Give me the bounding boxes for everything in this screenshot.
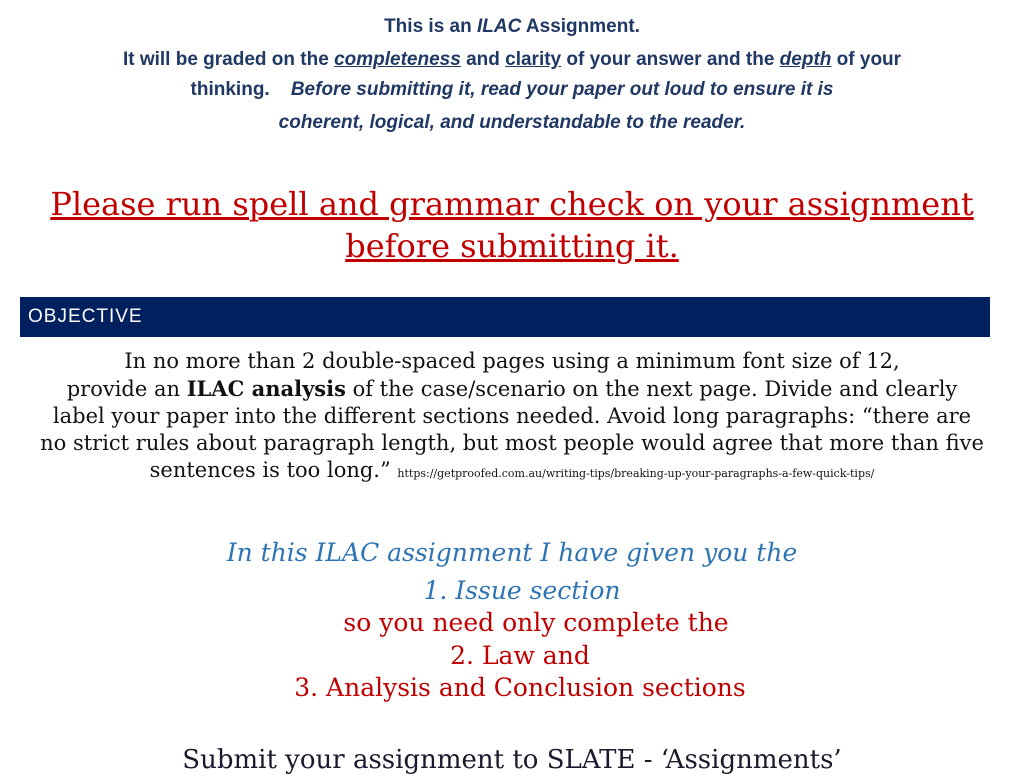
submit-text: Submit your assignment to SLATE - ‘Assignments’ [182,745,842,775]
ilac-item-2 [8,641,1024,670]
intro-line-1 [40,12,984,42]
objective-text: provide an [66,377,187,401]
intro-italic-text: coherent, logical, and understandable to the reader. [278,112,746,133]
depth-emphasis: depth [779,49,832,70]
objective-text: of the case/scenario on the next page. Divide and clearly [345,377,958,401]
ilac-given-line [0,538,1024,567]
submit-instruction [0,745,1024,775]
analysis-conclusion-item: 3. Analysis and Conclusion sections [294,673,746,702]
objective-line: no strict rules about paragraph length, but most people would agree that more than five [40,431,984,455]
ilac-italic: ILAC [477,16,522,37]
issue-section-item: 1. Issue section [423,576,621,605]
intro-text: of your answer and the [561,49,780,70]
intro-text: Assignment. [521,16,640,37]
objective-line [18,457,1006,487]
complete-text: so you need only complete the [343,608,729,637]
warning-line-2: before submitting it. [345,227,679,265]
intro-text: thinking. [190,79,270,100]
ilac-item-3 [8,673,1024,702]
objective-line: In no more than 2 double-spaced pages using a minimum font size of 12, [124,349,900,373]
objective-paragraph [18,348,1006,487]
intro-text: and [460,49,506,70]
reference-link[interactable]: https://getproofed.com.au/writing-tips/breaking-up-your-paragraphs-a-few-quick-tips/ [397,467,875,480]
objective-line: label your paper into the different sections needed. Avoid long paragraphs: “there are [52,404,972,428]
intro-block [40,12,984,138]
intro-text: This is an [384,16,477,37]
ilac-item-1 [10,576,1024,605]
spell-check-warning [30,183,994,267]
completeness-emphasis: completeness [334,49,461,70]
objective-header [20,297,990,337]
section-header-label: OBJECTIVE [28,306,143,327]
intro-text: It will be graded on the [122,49,335,70]
clarity-emphasis: clarity [505,49,562,70]
objective-line [18,375,1006,403]
ilac-given-text: In this ILAC assignment I have given you the [226,538,798,567]
intro-line-3 [40,75,984,105]
warning-line-1: Please run spell and grammar check on your assignment [50,185,974,223]
intro-line-4 [40,108,984,138]
intro-text: of your [831,49,902,70]
intro-line-2 [40,45,984,75]
intro-italic-text: Before submitting it, read your paper out loud to ensure it is [290,79,834,100]
ilac-complete-line [24,608,1024,637]
law-section-item: 2. Law and [450,641,590,670]
objective-text: sentences is too long.” [149,458,391,482]
ilac-analysis-bold: ILAC analysis [186,376,346,401]
